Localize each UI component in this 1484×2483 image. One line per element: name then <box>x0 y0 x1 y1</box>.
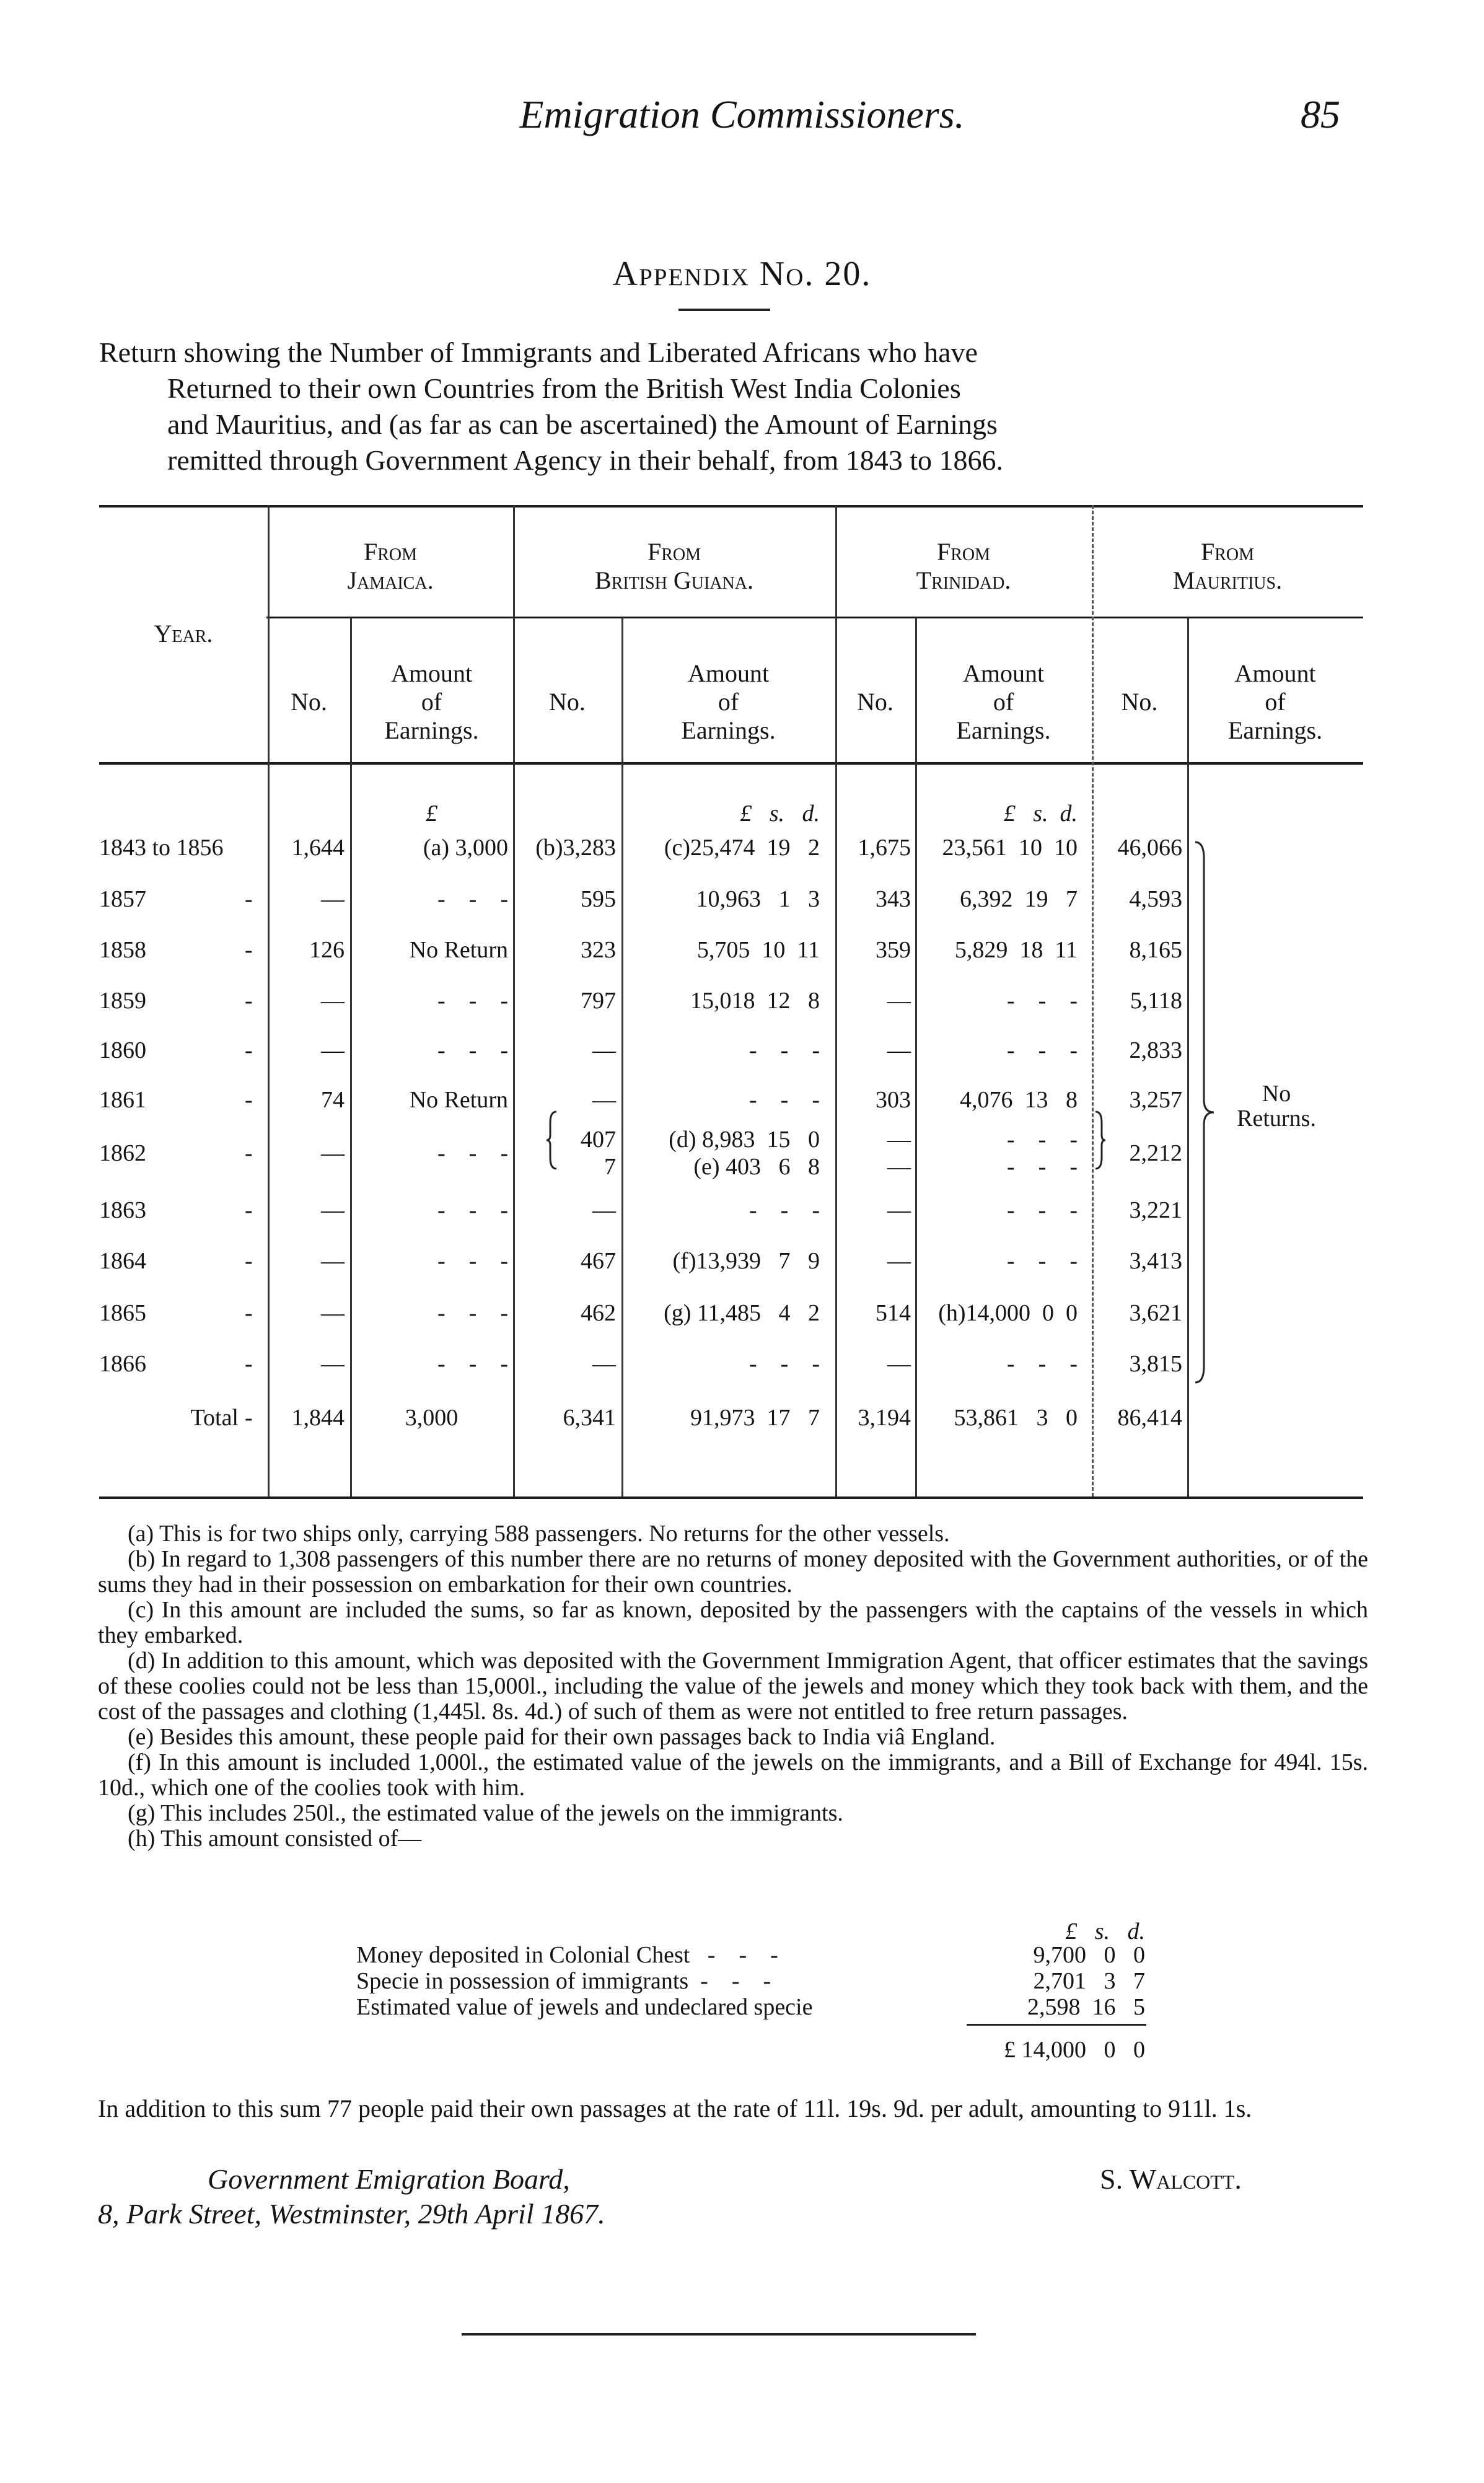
signature-name: S. Walcott. <box>1100 2163 1242 2195</box>
total-j-amt: 3,000 <box>405 1405 459 1431</box>
header-jamaica-from: From <box>363 538 418 566</box>
header-bg-from: From <box>647 538 701 566</box>
h-item-1-label: Money deposited in Colonial Chest - - - <box>356 1942 778 1968</box>
cell-j-amt: - - - <box>437 988 508 1014</box>
h-item-1-value: 9,700 0 0 <box>1033 1942 1145 1968</box>
cell-j-amt: - - - <box>437 1197 508 1223</box>
cell-m-no: 3,221 <box>1129 1197 1182 1223</box>
header-bg-place: British Guiana. <box>595 566 753 594</box>
cell-j-amt: - - - <box>437 1037 508 1063</box>
amount-label-3: Earnings. <box>956 716 1051 744</box>
footnote-a: (a) This is for two ships only, carrying 588 passengers. No returns for the other vessels. <box>128 1521 950 1547</box>
cell-t-no: 1,675 <box>858 835 911 861</box>
cell-year: 1864 <box>99 1248 146 1274</box>
year-leader-dash: - <box>245 1197 253 1223</box>
footnote-f: (f) In this amount is included 1,000l., the estimated value of the jewels on the immigrants, and a Bill of Exchange for 494l. 15s. 10d., which one of the coolies took with him. <box>98 1749 1368 1801</box>
year-leader-dash: - <box>245 886 253 912</box>
header-jamaica <box>268 538 513 595</box>
cell-m-no: 3,815 <box>1129 1351 1182 1377</box>
cell-j-no: — <box>321 1351 345 1377</box>
h-item-3-value: 2,598 16 5 <box>1027 1994 1145 2020</box>
cell-t-amt-2: - - - <box>1007 1154 1078 1180</box>
signature-board: Government Emigration Board, <box>208 2163 570 2195</box>
cell-t-no: 514 <box>876 1300 911 1326</box>
footnotes <box>98 1521 1368 1852</box>
cell-bg-no: (b)3,283 <box>535 835 616 861</box>
year-leader-dash: - <box>245 1300 253 1326</box>
year-header: Year. <box>154 620 213 648</box>
cell-t-no: — <box>887 988 911 1014</box>
year-leader-dash: - <box>245 1037 253 1063</box>
amount-label-2: of <box>993 688 1014 716</box>
table-bottom-rule <box>99 1496 1363 1499</box>
cell-bg-amt: (f)13,939 7 9 <box>672 1248 820 1274</box>
year-leader-dash: - <box>245 1140 253 1166</box>
cell-m-no: 3,621 <box>1129 1300 1182 1326</box>
bg-1862-brace-icon <box>545 1110 559 1170</box>
h-item-2-label: Specie in possession of immigrants - - - <box>356 1968 771 1994</box>
cell-bg-no: — <box>592 1351 616 1377</box>
cell-m-no: 8,165 <box>1129 937 1182 963</box>
cell-bg-amt: - - - <box>749 1351 820 1377</box>
cell-j-no: — <box>321 1248 345 1274</box>
no-returns-line-1: No <box>1262 1081 1291 1107</box>
cell-bg-amt: - - - <box>749 1087 820 1113</box>
cell-m-no: 5,118 <box>1130 988 1182 1014</box>
cell-j-no: — <box>321 1300 345 1326</box>
total-bg-no: 6,341 <box>563 1405 616 1431</box>
total-label: Total <box>190 1405 239 1431</box>
bg-amount-header <box>621 659 835 745</box>
footnote-g: (g) This includes 250l., the estimated value of the jewels on the immigrants. <box>128 1800 843 1826</box>
cell-bg-amt-2: (e) 403 6 8 <box>693 1154 820 1180</box>
cell-t-amt: - - - <box>1007 1197 1078 1223</box>
mau-1862-brace-icon <box>1093 1110 1107 1170</box>
amount-label-2: of <box>1265 688 1286 716</box>
amount-label-1: Amount <box>687 659 770 687</box>
no-returns-label <box>1211 1081 1341 1131</box>
bg-no-header: No. <box>549 688 586 716</box>
header-tri-place: Trinidad. <box>916 566 1011 594</box>
tri-no-header: No. <box>857 688 893 716</box>
cell-m-no: 46,066 <box>1117 835 1182 861</box>
table-top-rule <box>99 505 1363 508</box>
cell-bg-amt: - - - <box>749 1197 820 1223</box>
year-leader-dash: - <box>245 1351 253 1377</box>
cell-year: 1862 <box>99 1140 146 1166</box>
header-jamaica-place: Jamaica. <box>347 566 434 594</box>
end-rule <box>462 2333 976 2336</box>
cell-t-amt: - - - <box>1007 1127 1078 1153</box>
cell-bg-no: 595 <box>581 886 616 912</box>
cell-j-no: 74 <box>321 1087 345 1113</box>
cell-bg-no: — <box>592 1087 616 1113</box>
cell-bg-amt: 15,018 12 8 <box>690 988 820 1014</box>
amount-label-1: Amount <box>390 659 473 687</box>
header-trinidad <box>835 538 1092 595</box>
footnote-b: (b) In regard to 1,308 passengers of this number there are no returns of money deposited with the Government authorities, or of the sums they had in their possession on embarkation for their own countries. <box>98 1546 1368 1597</box>
amount-label-1: Amount <box>962 659 1045 687</box>
amount-label-2: of <box>421 688 442 716</box>
cell-bg-amt: (d) 8,983 15 0 <box>669 1127 820 1153</box>
footnote-c: (c) In this amount are included the sums, so far as known, deposited by the passengers with the captains of the vessels in which they embarked. <box>98 1597 1368 1648</box>
cell-j-no: — <box>321 988 345 1014</box>
currency-bg: £ s. d. <box>740 801 820 827</box>
amount-label-2: of <box>718 688 739 716</box>
h-item-2-value: 2,701 3 7 <box>1033 1968 1145 1994</box>
year-leader-dash: - <box>245 937 253 963</box>
mau-amount-header <box>1187 659 1363 745</box>
cell-j-no: — <box>321 1140 345 1166</box>
cell-bg-amt: 5,705 10 11 <box>696 937 820 963</box>
cell-t-amt: 4,076 13 8 <box>960 1087 1078 1113</box>
currency-jam: £ <box>426 801 437 827</box>
header-tri-from: From <box>936 538 991 566</box>
cell-t-amt: 5,829 18 11 <box>954 937 1078 963</box>
cell-m-no: 2,833 <box>1129 1037 1182 1063</box>
page-number: 85 <box>1301 92 1340 136</box>
total-j-no: 1,844 <box>291 1405 345 1431</box>
intro-paragraph <box>99 335 1363 478</box>
cell-year: 1866 <box>99 1351 146 1377</box>
cell-t-no-2: — <box>887 1154 911 1180</box>
tri-amount-header <box>915 659 1092 745</box>
h-item-3-label: Estimated value of jewels and undeclared specie <box>356 1994 813 2020</box>
total-t-amt: 53,861 3 0 <box>954 1405 1078 1431</box>
cell-bg-no: 467 <box>581 1248 616 1274</box>
cell-bg-no: 797 <box>581 988 616 1014</box>
footnote-h: (h) This amount consisted of— <box>128 1826 422 1852</box>
cell-m-no: 3,257 <box>1129 1087 1182 1113</box>
h-total: £ 14,000 0 0 <box>1004 2037 1145 2063</box>
cell-t-amt: (h)14,000 0 0 <box>938 1300 1078 1326</box>
footnote-e: (e) Besides this amount, these people paid for their own passages back to India viâ England. <box>128 1724 996 1750</box>
jam-no-header: No. <box>291 688 327 716</box>
cell-j-amt: - - - <box>437 886 508 912</box>
intro-line-4: remitted through Government Agency in their behalf, from 1843 to 1866. <box>167 444 1004 476</box>
col-rule-mau <box>1187 618 1189 1496</box>
cell-j-no: 1,644 <box>291 835 345 861</box>
cell-j-amt: No Return <box>409 1087 508 1113</box>
cell-t-no: — <box>887 1197 911 1223</box>
year-leader-dash: - <box>245 1248 253 1274</box>
cell-m-no: 4,593 <box>1129 886 1182 912</box>
cell-t-no: 343 <box>876 886 911 912</box>
group-header-rule <box>266 617 1363 618</box>
no-returns-line-2: Returns. <box>1237 1105 1316 1132</box>
cell-j-amt: - - - <box>437 1300 508 1326</box>
cell-t-no: — <box>887 1037 911 1063</box>
cell-bg-no: — <box>592 1197 616 1223</box>
header-mau-place: Mauritius. <box>1172 566 1283 594</box>
appendix-rule <box>678 309 770 311</box>
cell-year: 1858 <box>99 937 146 963</box>
cell-j-amt: No Return <box>409 937 508 963</box>
cell-bg-no: 407 <box>581 1127 616 1153</box>
amount-label-3: Earnings. <box>681 716 776 744</box>
cell-j-no: — <box>321 886 345 912</box>
cell-t-amt: - - - <box>1007 1037 1078 1063</box>
cell-j-amt: - - - <box>437 1248 508 1274</box>
header-british-guiana <box>513 538 835 595</box>
cell-j-no: — <box>321 1037 345 1063</box>
header-mau-from: From <box>1200 538 1255 566</box>
cell-t-no: — <box>887 1248 911 1274</box>
cell-bg-amt: (g) 11,485 4 2 <box>664 1300 820 1326</box>
year-leader-dash: - <box>245 1087 253 1113</box>
cell-t-no: 303 <box>876 1087 911 1113</box>
appendix-title: Appendix No. 20. <box>612 255 872 293</box>
cell-t-no: — <box>887 1127 911 1153</box>
amount-label-3: Earnings. <box>1227 716 1323 744</box>
total-bg-amt: 91,973 17 7 <box>690 1405 820 1431</box>
cell-bg-no-2: 7 <box>604 1154 616 1180</box>
running-title: Emigration Commissioners. <box>519 92 965 136</box>
total-m-no: 86,414 <box>1117 1405 1182 1431</box>
jam-amount-header <box>350 659 513 745</box>
cell-j-amt: - - - <box>437 1351 508 1377</box>
cell-year: 1863 <box>99 1197 146 1223</box>
cell-year: 1861 <box>99 1087 146 1113</box>
total-leader-dash: - <box>245 1405 253 1431</box>
cell-t-no: — <box>887 1351 911 1377</box>
cell-j-no: — <box>321 1197 345 1223</box>
cell-year: 1865 <box>99 1300 146 1326</box>
cell-year: 1860 <box>99 1037 146 1063</box>
cell-t-amt: - - - <box>1007 1351 1078 1377</box>
intro-line-1: Return showing the Number of Immigrants and Liberated Africans who have <box>99 336 978 368</box>
addition-note: In addition to this sum 77 people paid their own passages at the rate of 11l. 19s. 9d. per adult, amounting to 911l. 1s. <box>98 2094 1252 2122</box>
mau-no-header: No. <box>1121 688 1158 716</box>
signature-address: 8, Park Street, Westminster, 29th April 1867. <box>98 2198 605 2230</box>
cell-m-no: 2,212 <box>1129 1140 1182 1166</box>
intro-line-3: and Mauritius, and (as far as can be ascertained) the Amount of Earnings <box>167 408 998 440</box>
amount-label-3: Earnings. <box>384 716 479 744</box>
cell-t-amt: - - - <box>1007 988 1078 1014</box>
amount-label-1: Amount <box>1234 659 1316 687</box>
cell-j-amt: (a) 3,000 <box>423 835 508 861</box>
cell-t-amt: 23,561 10 10 <box>942 835 1078 861</box>
total-t-no: 3,194 <box>858 1405 911 1431</box>
cell-j-amt: - - - <box>437 1140 508 1166</box>
year-leader-dash: - <box>245 988 253 1014</box>
cell-t-amt: - - - <box>1007 1248 1078 1274</box>
cell-bg-amt: 10,963 1 3 <box>696 886 820 912</box>
cell-year: 1859 <box>99 988 146 1014</box>
header-bottom-rule <box>99 762 1363 765</box>
h-sum-rule <box>967 2024 1146 2026</box>
cell-m-no: 3,413 <box>1129 1248 1182 1274</box>
intro-line-2: Returned to their own Countries from the British West India Colonies <box>167 372 961 404</box>
cell-bg-no: 462 <box>581 1300 616 1326</box>
cell-year: 1843 to 1856 <box>99 835 224 861</box>
cell-t-no: 359 <box>876 937 911 963</box>
cell-bg-amt: (c)25,474 19 2 <box>664 835 820 861</box>
currency-tri: £ s. d. <box>1003 801 1078 827</box>
cell-bg-no: 323 <box>581 937 616 963</box>
footnote-d: (d) In addition to this amount, which was deposited with the Government Immigration Agent, that officer estimates that the savings of these coolies could not be less than 15,000l., including the value of the jewels and money which they took back with them, and the cost of the passages and clothing (1,445l. 8s. 4d.) of such of them as were not entitled to free return passages. <box>98 1648 1368 1725</box>
cell-year: 1857 <box>99 886 146 912</box>
h-currency-header: £ s. d. <box>1065 1918 1145 1945</box>
header-mauritius <box>1092 538 1363 595</box>
cell-t-amt: 6,392 19 7 <box>960 886 1078 912</box>
cell-j-no: 126 <box>309 937 345 963</box>
cell-bg-no: — <box>592 1037 616 1063</box>
cell-bg-amt: - - - <box>749 1037 820 1063</box>
